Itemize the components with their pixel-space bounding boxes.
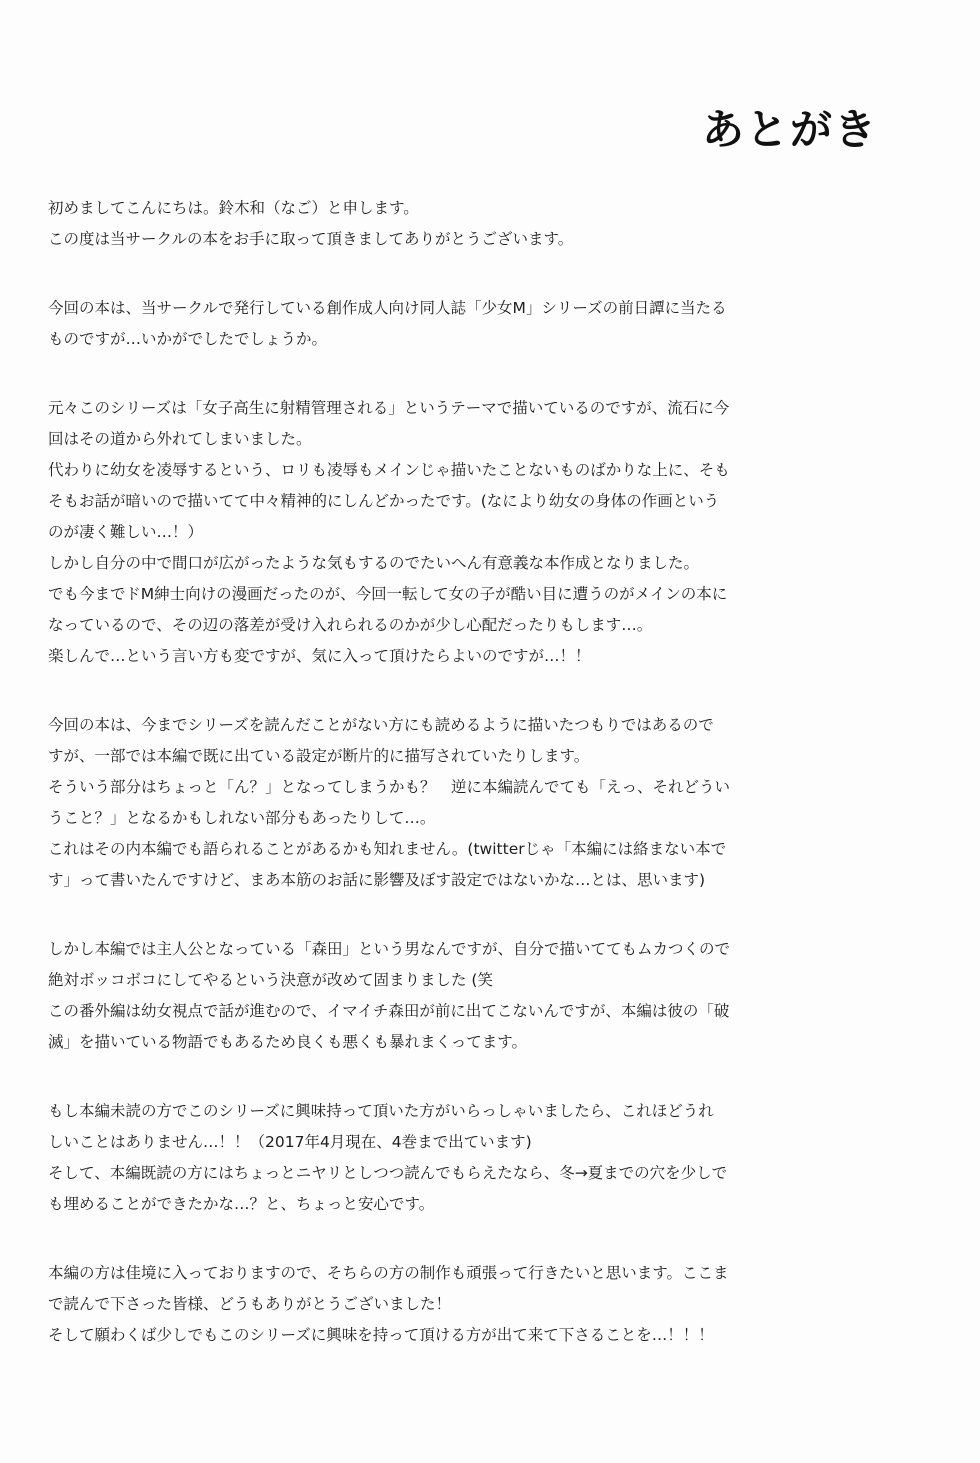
text-line: 代わりに幼女を凌辱するという、ロリも凌辱もメインじゃ描いたことないものばかりな上に、そも xyxy=(48,461,730,479)
text-line: そして願わくば少しでもこのシリーズに興味を持って頂ける方が出て来て下さることを…！！！ xyxy=(48,1326,714,1344)
text-line: そして、本編既読の方にはちょっとニヤリとしつつ読んでもらえたなら、冬→夏までの穴を少しで xyxy=(48,1164,728,1182)
text-line: で読んで下さった皆様、どうもありがとうございました！ xyxy=(48,1295,452,1313)
text-line: しかし本編では主人公となっている「森田」という男なんですが、自分で描いててもムカつくので xyxy=(48,940,731,958)
text-line: しいことはありません…！！（2017年4月現在、4巻まで出ています) xyxy=(48,1133,532,1151)
page-title: あとがき xyxy=(701,105,878,154)
text-line: 滅」を描いている物語でもあるため良くも悪くも暴れまくってます。 xyxy=(48,1033,527,1051)
text-line: うこと？」となるかもしれない部分もあったりして…。 xyxy=(48,809,436,827)
text-line: 元々このシリーズは「女子高生に射精管理される」というテーマで描いているのですが、流石に今 xyxy=(48,399,730,417)
text-line: この度は当サークルの本をお手に取って頂きましてありがとうございます。 xyxy=(48,230,574,248)
text-line: これはその内本編でも語られることがあるかも知れません。(twitterじゃ「本編には絡まない本で xyxy=(48,840,727,858)
text-line: 今回の本は、当サークルで発行している創作成人向け同人誌「少女M」シリーズの前日譚に当たる xyxy=(48,299,727,317)
paragraph xyxy=(48,1258,848,1351)
text-line: 楽しんで…という言い方も変ですが、気に入って頂けたらよいのですが…！！ xyxy=(48,647,591,665)
text-line: 回はその道から外れてしまいました。 xyxy=(48,430,312,448)
text-line: 今回の本は、今までシリーズを読んだことがない方にも読めるように描いたつもりではあるので xyxy=(48,716,714,734)
paragraph xyxy=(48,934,848,1058)
text-line: 初めましてこんにちは。鈴木和（なご）と申します。 xyxy=(48,199,419,217)
paragraph xyxy=(48,193,848,255)
text-line: もし本編未読の方でこのシリーズに興味持って頂いた方がいらっしゃいましたら、これほどうれ xyxy=(48,1102,714,1120)
text-line: も埋めることができたかな…？と、ちょっと安心です。 xyxy=(48,1195,435,1213)
text-line: そういう部分はちょっと「ん？」となってしまうかも？ 逆に本編読んでても「えっ、それどうい xyxy=(48,778,731,796)
paragraph xyxy=(48,393,848,672)
text-line: のが凄く難しい…！） xyxy=(48,523,204,541)
afterword-body xyxy=(48,193,848,1389)
text-line: す」って書いたんですけど、まあ本筋のお話に影響及ぼす設定ではないかな…とは、思います) xyxy=(48,871,706,889)
text-line: この番外編は幼女視点で話が進むので、イマイチ森田が前に出てこないんですが、本編は彼の「破 xyxy=(48,1002,730,1020)
text-line: しかし自分の中で間口が広がったような気もするのでたいへん有意義な本作成となりました。 xyxy=(48,554,700,572)
text-line: すが、一部では本編で既に出ている設定が断片的に描写されていたりします。 xyxy=(48,747,590,765)
text-line: 絶対ボッコボコにしてやるという決意が改めて固まりました (笑 xyxy=(48,971,493,989)
text-line: そもお話が暗いので描いてて中々精神的にしんどかったです。(なにより幼女の身体の作画という xyxy=(48,492,720,510)
text-line: でも今までドM紳士向けの漫画だったのが、今回一転して女の子が酷い目に遭うのがメインの本に xyxy=(48,585,728,603)
text-line: なっているので、その辺の落差が受け入れられるのかが少し心配だったりもします…。 xyxy=(48,616,653,634)
text-line: 本編の方は佳境に入っておりますので、そちらの方の制作も頑張って行きたいと思います。ここま xyxy=(48,1264,729,1282)
paragraph xyxy=(48,1096,848,1220)
paragraph xyxy=(48,293,848,355)
paragraph xyxy=(48,710,848,896)
text-line: ものですが…いかがでしたでしょうか。 xyxy=(48,330,328,348)
